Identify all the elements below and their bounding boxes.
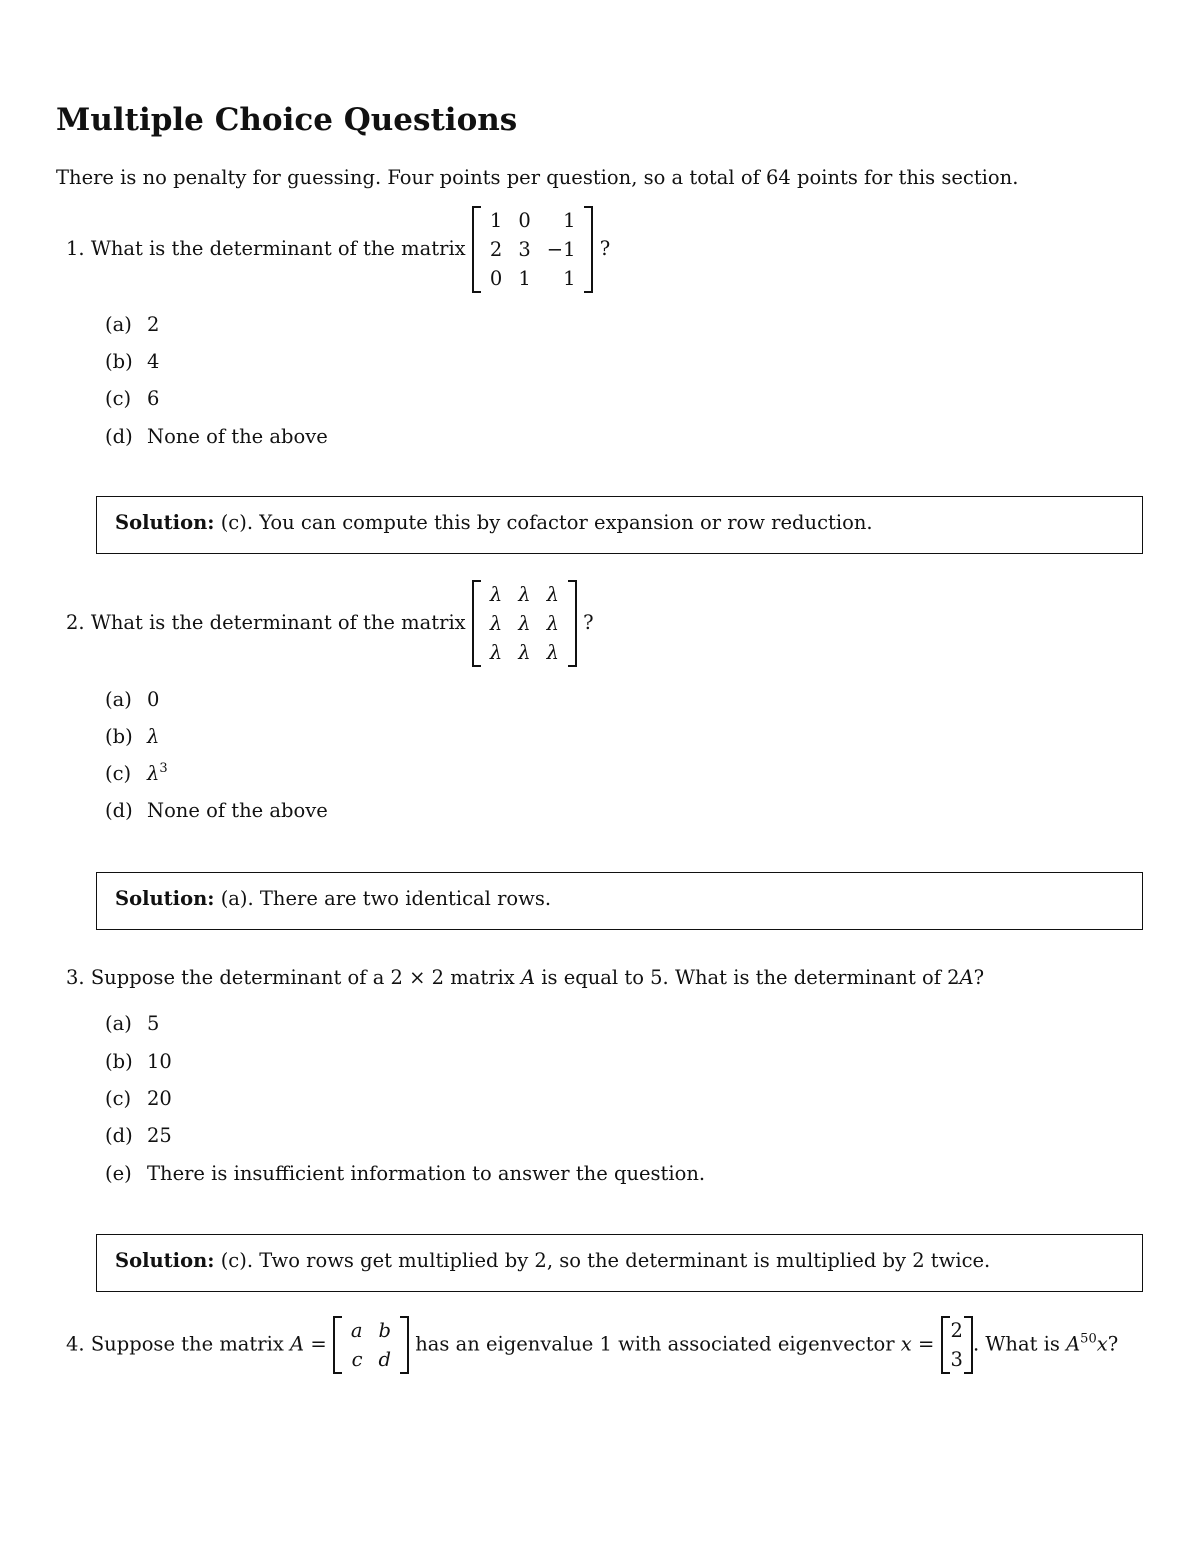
option-q3-c: (c) 20 [105,1087,172,1110]
question-end: ? [583,611,594,634]
math-variable: A [520,966,536,989]
matrix-cell: a [350,1319,363,1342]
question-end: ? [1107,1332,1119,1356]
solution-label: Solution: [115,511,215,534]
math-variable: A [959,966,974,989]
matrix-cell: b [378,1319,391,1342]
option-q3-b: (b) 10 [105,1050,172,1073]
solution-box-q1 [96,496,1143,554]
question-text: . What is [972,1332,1060,1356]
matrix-q2 [472,580,577,667]
matrix-cell: λ [546,641,559,664]
matrix-cell: λ [489,583,503,606]
question-2 [66,580,594,667]
solution-label: Solution: [115,1249,215,1272]
matrix-cell: 2 [489,238,503,261]
question-4 [66,1316,1118,1374]
solution-text: (c). You can compute this by cofactor expansion or row reduction. [220,511,873,534]
matrix-cell: 1 [489,209,503,232]
matrix-cell: 1 [518,267,531,290]
question-1 [66,206,610,293]
equals-sign: = [310,1332,327,1356]
question-end: ? [599,237,611,260]
option-q3-d: (d) 25 [105,1124,172,1147]
math-variable: A [290,1332,305,1356]
option-q2-a: (a) 0 [105,688,160,711]
option-q1-b: (b) 4 [105,350,160,373]
math-variable: x [1096,1332,1108,1356]
question-text: has an eigenvalue 1 with associated eigenvector [415,1332,895,1356]
question-text: What is the determinant of the matrix [90,611,466,634]
page-title: Multiple Choice Questions [56,102,518,138]
matrix-cell: λ [489,612,503,635]
solution-label: Solution: [115,887,215,910]
question-end: ? [973,966,985,989]
intro-text: There is no penalty for guessing. Four points per question, so a total of 64 points for this section. [56,166,1019,189]
matrix-cell: λ [546,583,559,606]
question-number: 2. [66,611,85,634]
question-number: 3. [66,966,85,989]
matrix-cell: 1 [563,209,576,232]
matrix-cell: 2 [950,1319,963,1342]
exponent: 50 [1080,1331,1097,1347]
question-text: What is the determinant of the matrix [90,237,466,260]
question-3 [66,966,984,989]
option-q1-c: (c) 6 [105,387,160,410]
question-number: 4. [66,1332,85,1356]
matrix-cell: λ [489,641,503,664]
question-text: is equal to 5. What is the determinant of 2 [541,966,960,989]
question-number: 1. [66,237,85,260]
solution-box-q2 [96,872,1143,930]
option-q2-c: (c) $\lambda^3$ [105,761,168,785]
matrix-cell: λ [546,612,559,635]
solution-text: (a). There are two identical rows. [220,887,552,910]
option-q2-b: (b) λ [105,725,160,748]
question-text: Suppose the matrix [90,1332,284,1356]
matrix-cell: λ [518,641,531,664]
option-q1-d: (d) None of the above [105,425,328,448]
option-q1-a: (a) 2 [105,313,160,336]
math-variable: A [1066,1332,1081,1356]
option-q3-e: (e) There is insufficient information to answer the question. [105,1162,706,1185]
matrix-cell: 3 [518,238,531,261]
matrix-cell: c [351,1348,363,1371]
matrix-cell: −1 [546,238,576,261]
matrix-cell: λ [518,612,531,635]
equals-sign: = [918,1332,935,1356]
matrix-cell: λ [518,583,531,606]
matrix-cell: 1 [563,267,576,290]
math-variable: x [900,1332,912,1356]
option-q3-a: (a) 5 [105,1012,160,1035]
matrix-cell: 0 [518,209,531,232]
matrix-cell: 0 [489,267,503,290]
matrix-cell: d [378,1348,391,1371]
matrix-q1 [472,206,594,293]
vector-x [941,1316,973,1374]
matrix-A [333,1316,409,1374]
solution-box-q3 [96,1234,1143,1292]
option-q2-d: (d) None of the above [105,799,328,822]
matrix-cell: 3 [950,1348,963,1371]
question-text: Suppose the determinant of a 2 × 2 matrix [90,966,515,989]
solution-text: (c). Two rows get multiplied by 2, so the determinant is multiplied by 2 twice. [220,1249,991,1272]
